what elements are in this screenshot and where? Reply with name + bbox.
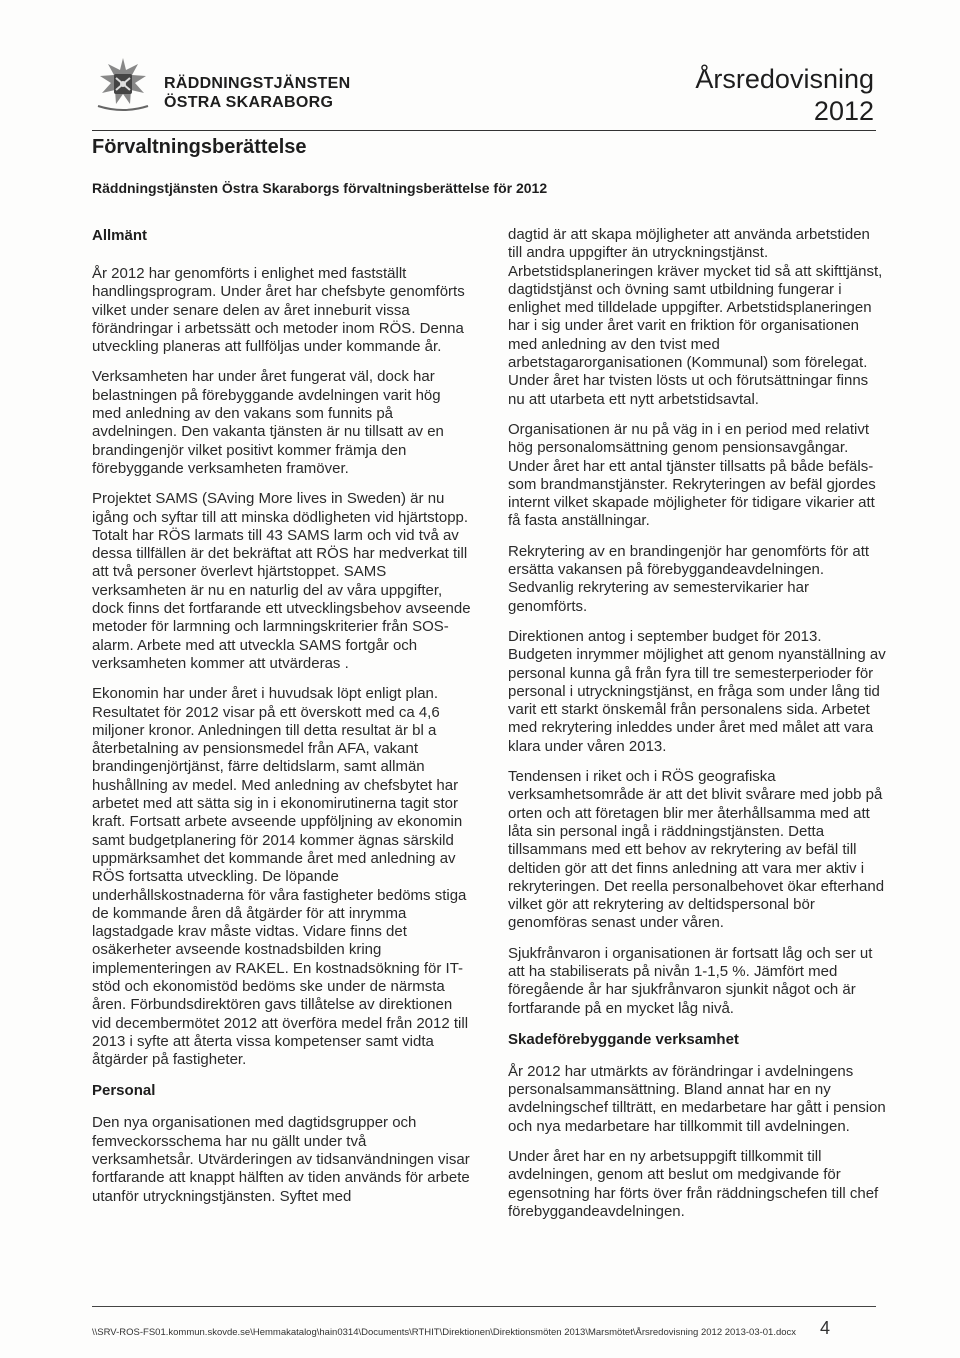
paragraph: Sjukfrånvaron i organisationen är fortsatt låg och ser ut att ha stabiliserats på nivån 1-1,5 %. Jämfört med föregående år har sjukfrånvaron sjunkit något och är fortfarande på en mycket låg nivå. <box>508 944 873 1017</box>
footer-file-path: \\SRV-ROS-FS01.kommun.skovde.se\Hemmakatalog\hain0314\Documents\RTHIT\Direktionen\Direktionsmöten 2013\Marsmötet\Årsredovisning 2012 2013-03-01.docx <box>92 1327 797 1338</box>
paragraph: Projektet SAMS (SAving More lives in Sweden) är nu igång och syftar till att minska dödligheten vid hjärtstopp. Totalt har RÖS larmats till 43 SAMS larm och vid två av dessa tillfällen är det bekräftat att RÖS har medverkat till att två personer överlevt hjärtstoppet. SAMS verksamheten är nu en naturlig del av våra uppgifter, dock finns det fortfarande ett utvecklingsbehov avseende metoder för larmning och larmningskriterier från SOS-alarm. Arbete med att utveckla SAMS fortgår och verksamheten kommer att utvärderas . <box>92 490 471 672</box>
organization-name-line2: ÖSTRA SKARABORG <box>164 94 334 111</box>
left-column <box>92 226 472 1218</box>
page-number: 4 <box>820 1318 831 1338</box>
document-title: Årsredovisning <box>695 64 874 94</box>
footer-divider <box>92 1306 876 1307</box>
paragraph: dagtid är att skapa möjligheter att använda arbetstiden till andra uppgifter än utryckningstjänst. Arbetstidsplaneringen kräver mycket tid så att skifttjänst, dagtidstjänst och övning samt utbildning fungerar i enlighet med tilldelade uppgifter. Arbetstidsplaneringen har i sig under året varit en friktion för organisationen med anledning av den tvist med arbetstagarorganisationen (Kommunal) som förelegat. Under året har tvisten lösts ut och förutsättningar finns nu att utarbeta ett nytt arbetstidsavtal. <box>508 226 883 408</box>
paragraph: Direktionen antog i september budget för 2013. Budgeten inrymmer möjlighet att genom nyanställning av personal kunna gå från fyra till tre semesterperioder för personal i utryckningstjänst, en fråga som under lång tid varit ett starkt önskemål från personalens sida. Arbetet med rekrytering inleddes under året med målet att vara klara under våren 2013. <box>508 627 886 755</box>
paragraph: Under året har en ny arbetsuppgift tillkommit till avdelningen, genom att beslut om medgivande för egensotning har förts över från räddningschefen till chef förebyggandeavdelningen. <box>508 1148 879 1220</box>
organization-emblem-icon <box>92 56 154 114</box>
heading-personal: Personal <box>92 1082 156 1100</box>
paragraph: År 2012 har genomförts i enlighet med fastställt handlingsprogram. Under året har chefsbyte genomförts vilket under senare delen av året inneburit vissa förändringar i arbetssätt och metoder inom RÖS. Denna utveckling planeras att fullföljas under kommande år. <box>92 265 465 356</box>
header-divider <box>92 130 876 131</box>
organization-name <box>164 74 350 112</box>
organization-name-line1: RÄDDNINGSTJÄNSTEN <box>164 75 351 92</box>
paragraph: Organisationen är nu på väg in i en period med relativt hög personalomsättning genom pensionsavgångar. Under året har ett antal tjänster tillsatts på både befäls- som brandmanstjänster. Rekryteringen av befäl gjordes internt vilket skapade möjligheter för tidigare vikarier att få fasta anställningar. <box>508 420 876 530</box>
heading-skadeforebyggande: Skadeförebyggande verksamhet <box>508 1030 739 1048</box>
right-column <box>508 226 888 1233</box>
document-year: 2012 <box>813 96 874 126</box>
section-heading: Förvaltningsberättelse <box>92 136 307 158</box>
heading-allmant: Allmänt <box>92 227 148 244</box>
paragraph: Rekrytering av en brandingenjör har genomförts för att ersätta vakansen på förebyggandeavdelningen. Sedvanlig rekrytering av semestervikarier har genomförts. <box>508 542 870 615</box>
paragraph: År 2012 har utmärkts av förändringar i avdelningens personalsammansättning. Bland annat har en ny avdelningschef tillträtt, en medarbetare har gått i pension och nya medarbetare har tillkommit till avdelningen. <box>508 1062 886 1135</box>
paragraph: Den nya organisationen med dagtidsgrupper och femveckorsschema har nu gällt under två verksamhetsår. Utvärderingen av tidsanvändningen visar fortfarande att knappt hälften av tiden används för arbete utanför utryckningstjänsten. Syftet med <box>92 1114 470 1205</box>
report-heading: Räddningstjänsten Östra Skaraborgs förvaltningsberättelse för 2012 <box>92 180 548 196</box>
paragraph: Tendensen i riket och i RÖS geografiska verksamhetsområde är att det blivit svårare med jobb på orten och att företagen blir mer återhållsamma med att låta sin personal ingå i räddningstjänsten. Detta tillsammans med ett behov av rekrytering av befäl till deltiden gör att det finns anledning att vara mer aktiv i rekryteringen. Det reella personalbehovet ökar efterhand vilket gör att rekrytering av deltidspersonal bör genomföras senast under våren. <box>508 768 885 932</box>
paragraph: Verksamheten har under året fungerat väl, dock har belastningen på förebyggande avdelningen varit hög med anledning av den vakans som funnits på avdelningen. Den vakanta tjänsten är nu tillsatt av en brandingenjör vilket positivt kommer främja den förebyggande verksamheten framöver. <box>92 368 444 477</box>
paragraph: Ekonomin har under året i huvudsak löpt enligt plan. Resultatet för 2012 visar på ett överskott med ca 4,6 miljoner kronor. Anledningen till detta resultat är bl a återbetalning av pensionsmedel från AFA, vakant brandingenjörtjänst, färre deltidslarm, samt allmän hushållning av medel. Med anledning av chefsbytet har arbetet med att sätta sig in i ekonomirutinerna tagit stor kraft. Fortsatt arbete avseende uppföljning av ekonomin samt budgetplanering för 2014 kommer ägnas särskild uppmärksamhet det kommande året med anledning av RÖS fortsatta utveckling. De löpande underhållskostnaderna för våra fastigheter bedöms stiga de kommande åren då åtgärder för att inrymma lagstadgade krav måste vidtas. Vidare finns det osäkerheter avseende kostnadsbilden kring implementeringen av RAKEL. En kostnadsökning för IT-stöd och ekonomistöd bedöms ske under de närmsta åren. Förbundsdirektören gavs tillåtelse av direktionen vid decembermötet 2012 att överföra medel från 2012 till 2013 i syfte att återta vissa kompetenser samt vidta åtgärder på fastigheter. <box>92 685 469 1069</box>
